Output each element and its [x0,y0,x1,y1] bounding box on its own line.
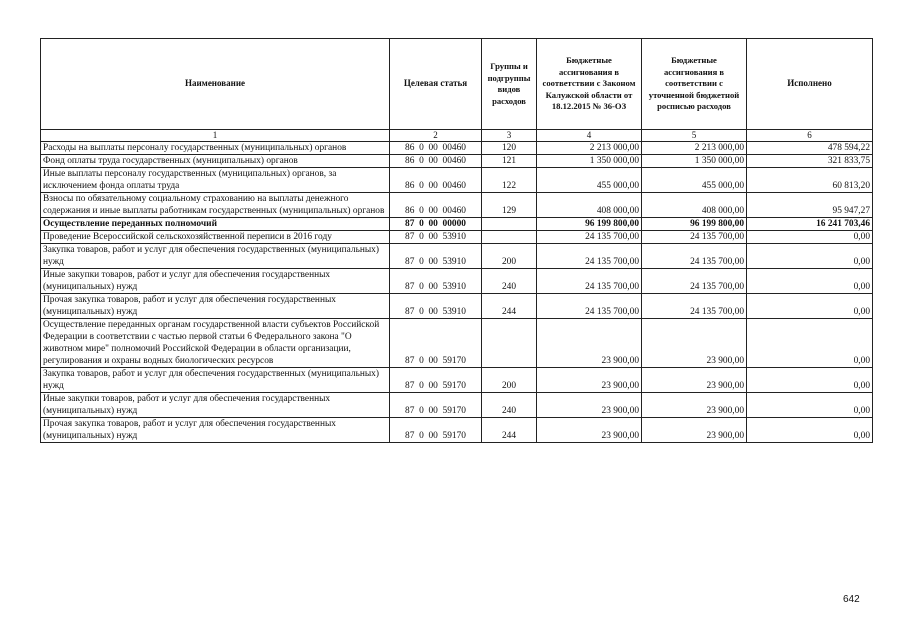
table-row [41,269,873,294]
row-group: 244 [482,418,537,443]
row-law-amount: 1 350 000,00 [537,155,642,168]
row-target-code: 87 0 00 53910 [390,269,482,294]
row-group [482,218,537,231]
row-target-code: 87 0 00 53910 [390,294,482,319]
row-law-amount: 24 135 700,00 [537,244,642,269]
row-executed-amount: 0,00 [747,231,873,244]
row-executed-amount: 0,00 [747,393,873,418]
column-number: 4 [537,130,642,142]
row-target-code: 87 0 00 53910 [390,244,482,269]
row-refined-amount: 96 199 800,00 [642,218,747,231]
row-law-amount: 2 213 000,00 [537,142,642,155]
row-refined-amount: 23 900,00 [642,393,747,418]
row-law-amount: 23 900,00 [537,418,642,443]
row-name: Закупка товаров, работ и услуг для обеспечения государственных (муниципальных) нужд [41,244,390,269]
row-target-code: 86 0 00 00460 [390,155,482,168]
table-row [41,193,873,218]
row-executed-amount: 0,00 [747,294,873,319]
page-number: 642 [843,594,860,605]
table-row [41,393,873,418]
table-row [41,168,873,193]
row-group [482,231,537,244]
row-refined-amount: 455 000,00 [642,168,747,193]
row-executed-amount: 95 947,27 [747,193,873,218]
row-name: Прочая закупка товаров, работ и услуг для обеспечения государственных (муниципальных) нужд [41,418,390,443]
table-row [41,231,873,244]
row-target-code: 86 0 00 00460 [390,193,482,218]
row-law-amount: 408 000,00 [537,193,642,218]
table-row [41,155,873,168]
column-number: 6 [747,130,873,142]
row-refined-amount: 24 135 700,00 [642,231,747,244]
table-row [41,244,873,269]
row-group: 129 [482,193,537,218]
row-name: Закупка товаров, работ и услуг для обеспечения государственных (муниципальных) нужд [41,368,390,393]
row-name: Прочая закупка товаров, работ и услуг для обеспечения государственных (муниципальных) нужд [41,294,390,319]
row-refined-amount: 23 900,00 [642,319,747,368]
row-law-amount: 455 000,00 [537,168,642,193]
header-executed: Исполнено [747,39,873,130]
column-number: 5 [642,130,747,142]
table-row [41,294,873,319]
row-group: 200 [482,244,537,269]
row-executed-amount: 0,00 [747,319,873,368]
row-refined-amount: 1 350 000,00 [642,155,747,168]
row-group: 120 [482,142,537,155]
table-row [41,218,873,231]
row-group: 244 [482,294,537,319]
header-name: Наименование [41,39,390,130]
budget-table [40,38,873,443]
row-name: Осуществление переданных органам государственной власти субъектов Российской Федерации в соответствии с частью первой статьи 6 Федерального закона "О животном мире" полномочий Российской Федерации в области организации, регулирования и охраны водных биологических ресурсов [41,319,390,368]
row-executed-amount: 16 241 703,46 [747,218,873,231]
row-law-amount: 23 900,00 [537,319,642,368]
row-target-code: 87 0 00 59170 [390,418,482,443]
row-executed-amount: 0,00 [747,269,873,294]
row-law-amount: 23 900,00 [537,393,642,418]
row-refined-amount: 24 135 700,00 [642,294,747,319]
row-target-code: 86 0 00 00460 [390,168,482,193]
row-target-code: 87 0 00 53910 [390,231,482,244]
row-refined-amount: 408 000,00 [642,193,747,218]
row-executed-amount: 0,00 [747,418,873,443]
row-law-amount: 24 135 700,00 [537,231,642,244]
row-target-code: 87 0 00 59170 [390,393,482,418]
table-row [41,368,873,393]
table-header [41,39,873,130]
table-row [41,418,873,443]
header-refined: Бюджетные ассигнования в соответствии с уточненной бюджетной росписью расходов [642,39,747,130]
header-target: Целевая статья [390,39,482,130]
column-number-row [41,130,873,142]
row-name: Взносы по обязательному социальному страхованию на выплаты денежного содержания и иные выплаты работникам государственных (муниципальных) органов [41,193,390,218]
row-refined-amount: 24 135 700,00 [642,269,747,294]
row-law-amount: 23 900,00 [537,368,642,393]
table-row [41,319,873,368]
column-number: 3 [482,130,537,142]
row-executed-amount: 60 813,20 [747,168,873,193]
row-group [482,319,537,368]
row-law-amount: 24 135 700,00 [537,294,642,319]
row-group: 240 [482,269,537,294]
row-refined-amount: 24 135 700,00 [642,244,747,269]
row-group: 240 [482,393,537,418]
row-target-code: 87 0 00 59170 [390,368,482,393]
row-refined-amount: 23 900,00 [642,368,747,393]
row-law-amount: 96 199 800,00 [537,218,642,231]
row-law-amount: 24 135 700,00 [537,269,642,294]
row-name: Проведение Всероссийской сельскохозяйственной переписи в 2016 году [41,231,390,244]
row-executed-amount: 478 594,22 [747,142,873,155]
row-refined-amount: 23 900,00 [642,418,747,443]
row-target-code: 86 0 00 00460 [390,142,482,155]
row-executed-amount: 0,00 [747,244,873,269]
row-name: Расходы на выплаты персоналу государственных (муниципальных) органов [41,142,390,155]
row-executed-amount: 321 833,75 [747,155,873,168]
column-number: 1 [41,130,390,142]
row-name: Иные выплаты персоналу государственных (муниципальных) органов, за исключением фонда оплаты труда [41,168,390,193]
row-name: Иные закупки товаров, работ и услуг для обеспечения государственных (муниципальных) нужд [41,393,390,418]
header-groups: Группы и подгруппы видов расходов [482,39,537,130]
row-executed-amount: 0,00 [747,368,873,393]
row-group: 121 [482,155,537,168]
row-group: 200 [482,368,537,393]
row-group: 122 [482,168,537,193]
table-row [41,142,873,155]
row-refined-amount: 2 213 000,00 [642,142,747,155]
row-target-code: 87 0 00 59170 [390,319,482,368]
table-body [41,130,873,443]
row-name: Фонд оплаты труда государственных (муниципальных) органов [41,155,390,168]
row-target-code: 87 0 00 00000 [390,218,482,231]
row-name: Иные закупки товаров, работ и услуг для обеспечения государственных (муниципальных) нужд [41,269,390,294]
column-number: 2 [390,130,482,142]
row-name: Осуществление переданных полномочий [41,218,390,231]
header-law: Бюджетные ассигнования в соответствии с Законом Калужской области от 18.12.2015 № 36-ОЗ [537,39,642,130]
